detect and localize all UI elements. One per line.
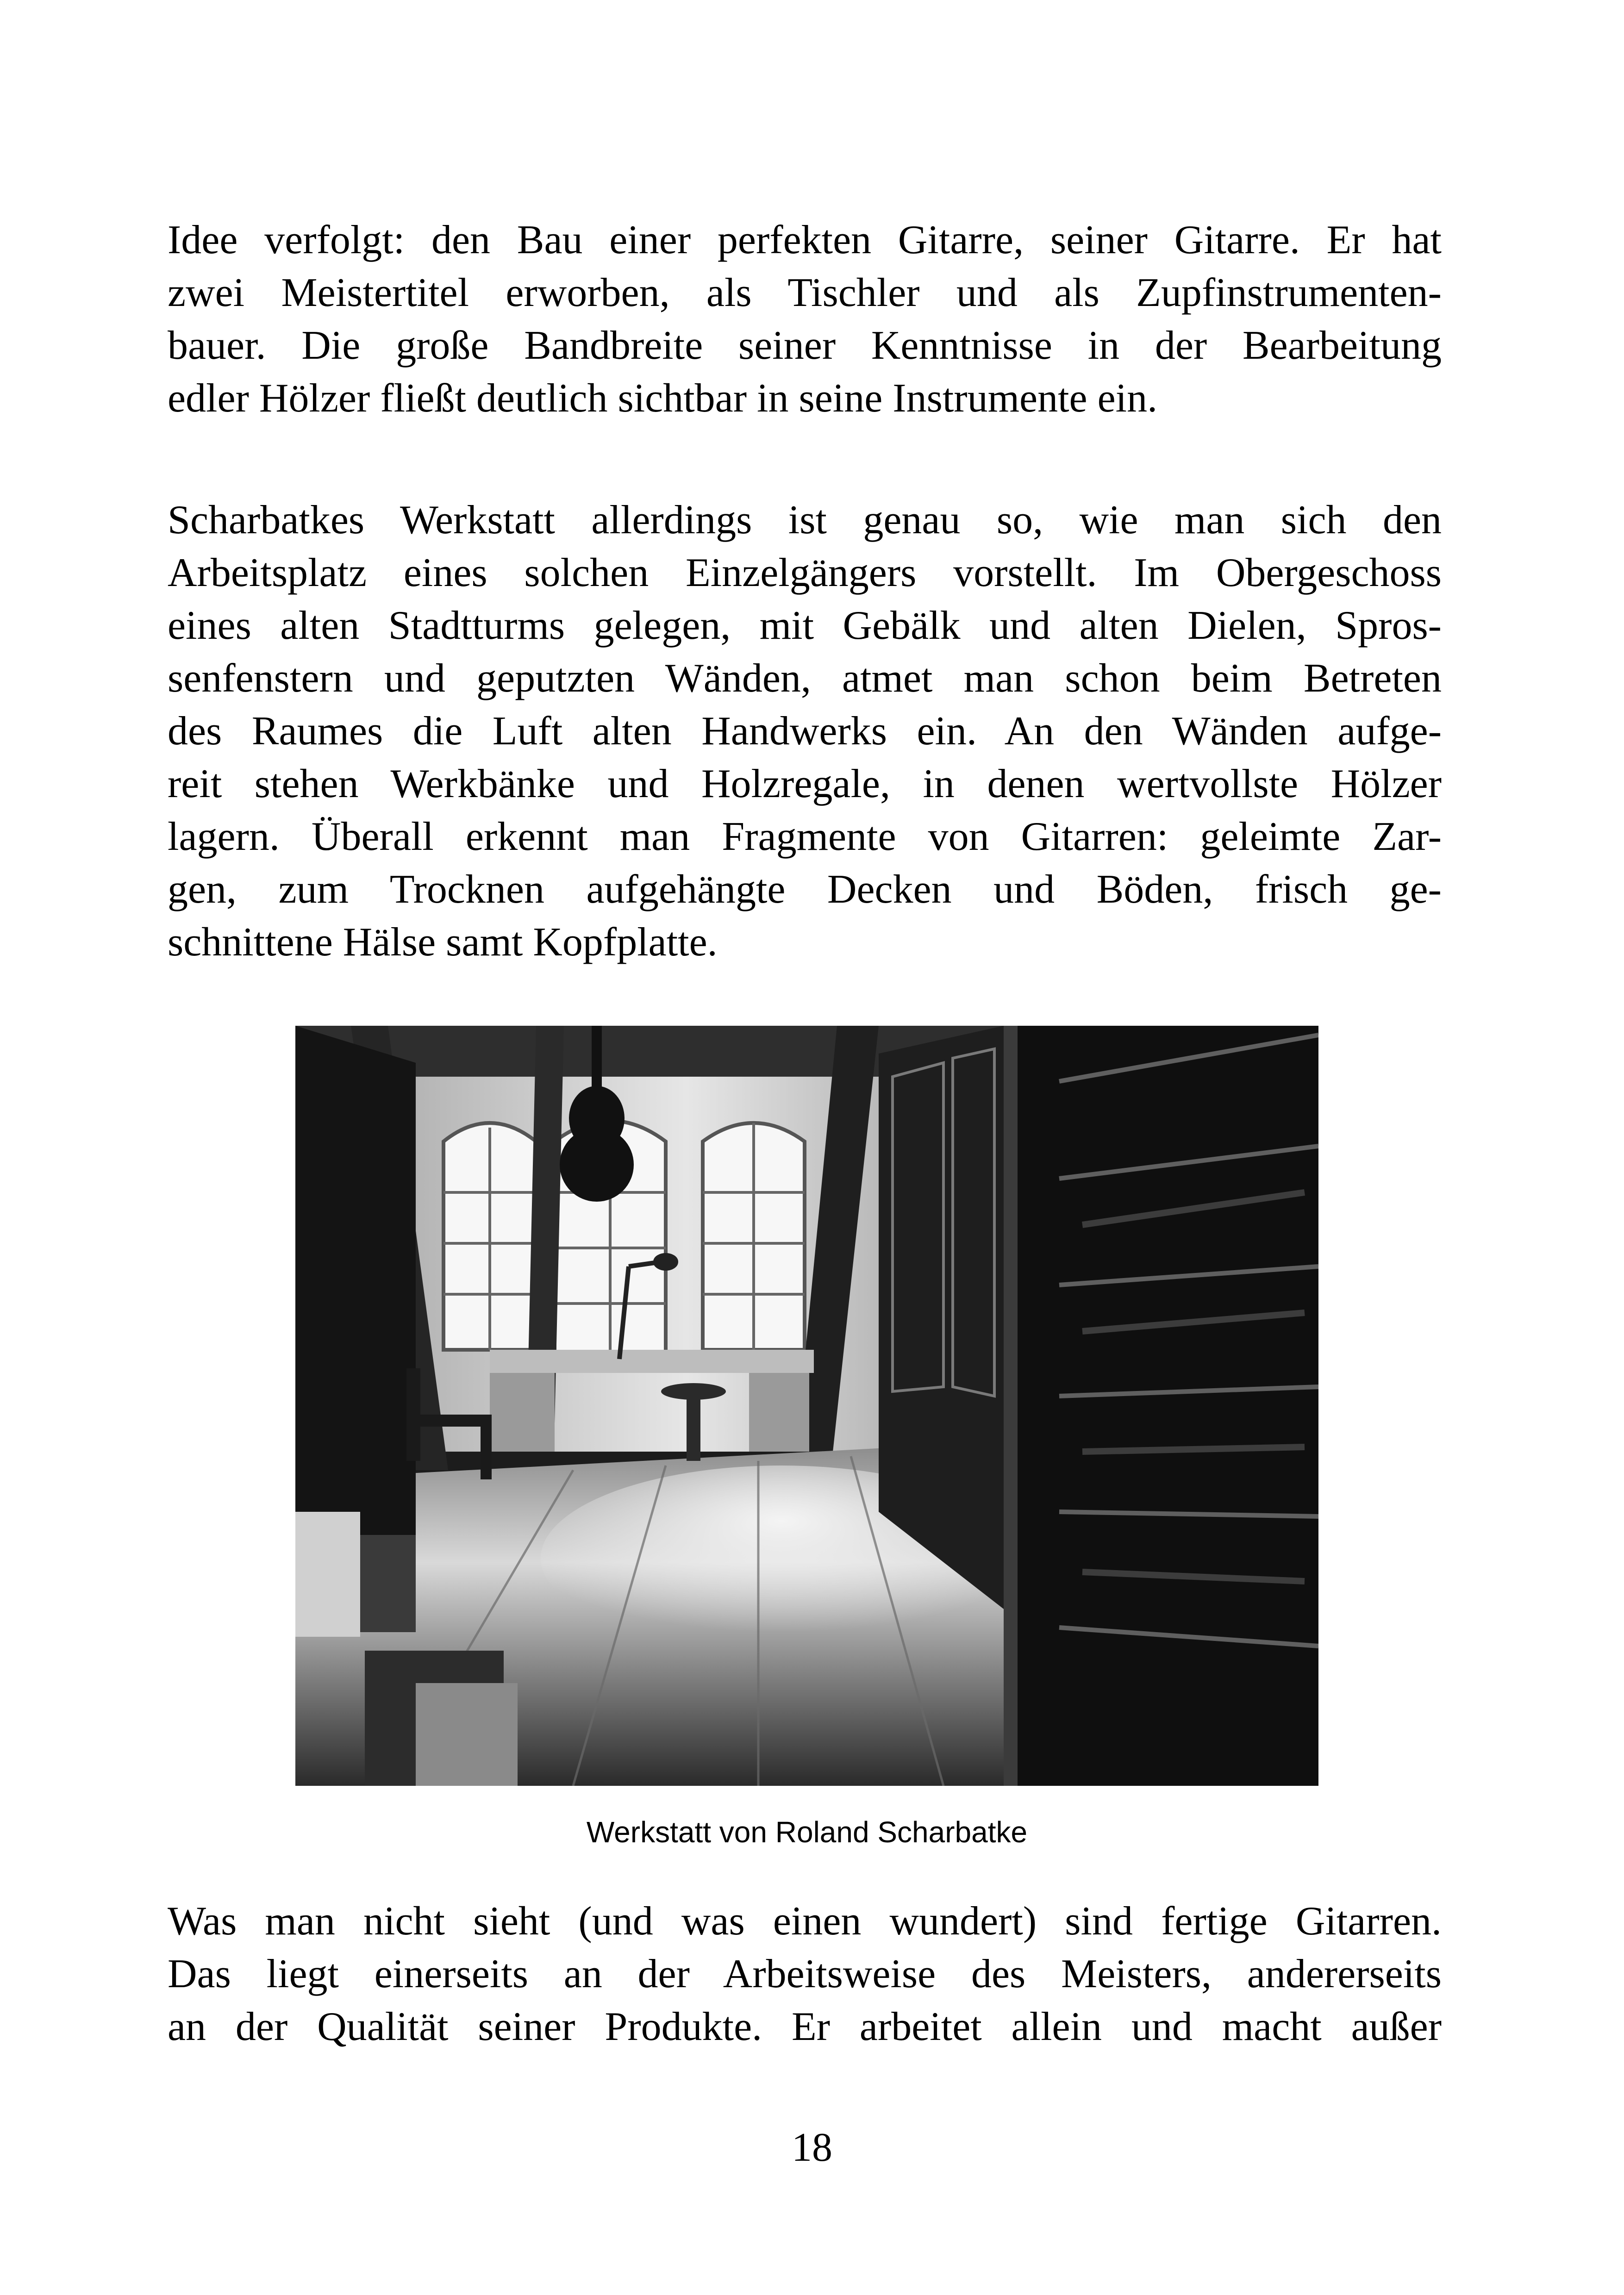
text-line: Scharbatkes Werkstatt allerdings ist genau so, wie man sich den xyxy=(168,498,1442,543)
text-line: reit stehen Werkbänke und Holzregale, in denen wertvollste Hölzer xyxy=(168,761,1442,806)
text-line: schnittene Hälse samt Kopfplatte. xyxy=(168,920,718,965)
paragraph-1 xyxy=(168,214,1442,425)
page-number: 18 xyxy=(792,2125,832,2170)
text-line: edler Hölzer fließt deutlich sichtbar in seine Instrumente ein. xyxy=(168,376,1158,421)
text-line: zwei Meistertitel erworben, als Tischler und als Zupfinstrumenten- xyxy=(168,270,1442,315)
figure-caption: Werkstatt von Roland Scharbatke xyxy=(586,1815,1028,1849)
workshop-photo xyxy=(295,1026,1318,1786)
text-line: eines alten Stadtturms gelegen, mit Gebälk und alten Dielen, Spros- xyxy=(168,603,1442,648)
paragraph-2 xyxy=(168,494,1442,969)
text-line: bauer. Die große Bandbreite seiner Kenntnisse in der Bearbeitung xyxy=(168,323,1442,368)
text-line: an der Qualität seiner Produkte. Er arbeitet allein und macht außer xyxy=(168,2004,1442,2049)
text-line: Idee verfolgt: den Bau einer perfekten Gitarre, seiner Gitarre. Er hat xyxy=(168,218,1442,262)
text-line: Das liegt einerseits an der Arbeitsweise des Meisters, andererseits xyxy=(168,1952,1442,1996)
text-line: gen, zum Trocknen aufgehängte Decken und Böden, frisch ge- xyxy=(168,867,1442,912)
text-line: Was man nicht sieht (und was einen wundert) sind fertige Gitarren. xyxy=(168,1899,1442,1944)
text-line: des Raumes die Luft alten Handwerks ein. An den Wänden aufge- xyxy=(168,709,1442,754)
text-line: lagern. Überall erkennt man Fragmente von Gitarren: geleimte Zar- xyxy=(168,814,1442,859)
text-line: senfenstern und geputzten Wänden, atmet man schon beim Betreten xyxy=(168,656,1442,701)
text-line: Arbeitsplatz eines solchen Einzelgängers vorstellt. Im Obergeschoss xyxy=(168,550,1442,595)
paragraph-3 xyxy=(168,1895,1442,2053)
